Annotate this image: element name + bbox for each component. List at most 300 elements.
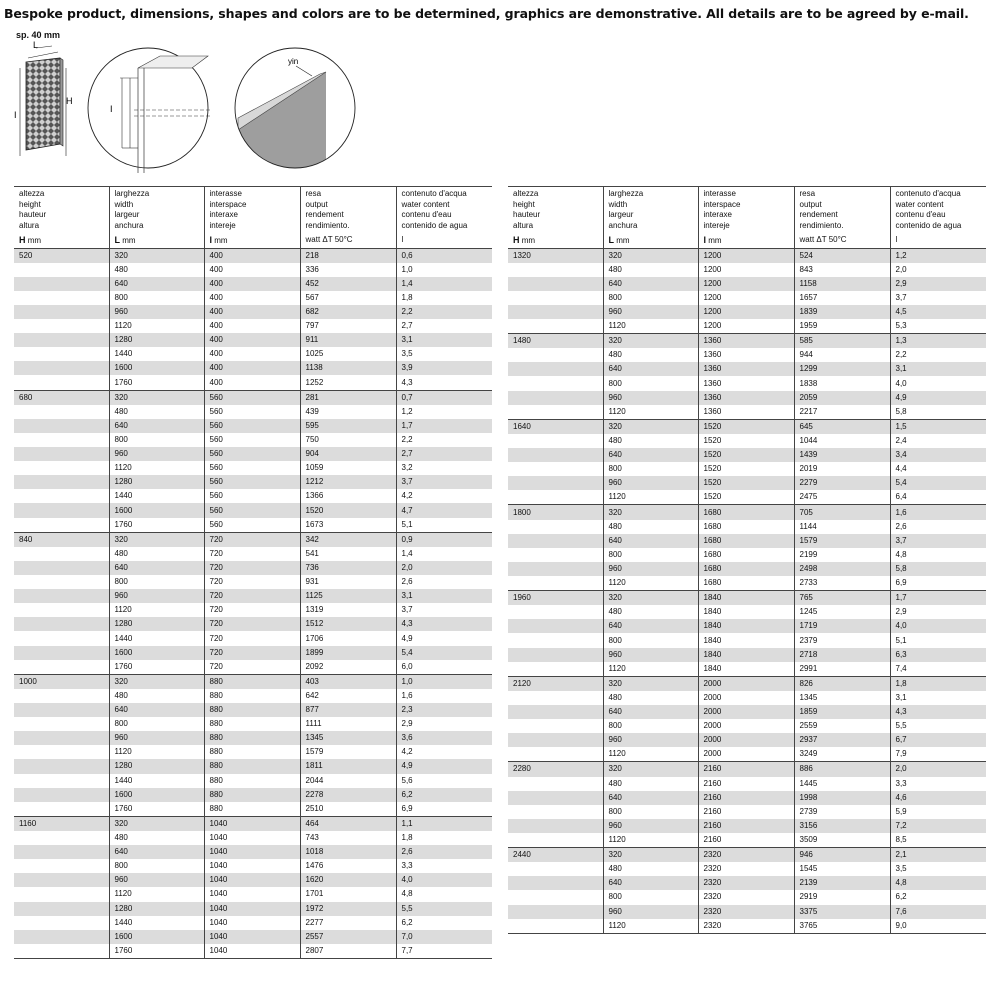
table-row: [14, 291, 492, 305]
width-cell: 480: [109, 831, 204, 845]
water-content-cell: 3,1: [890, 691, 986, 705]
height-cell: [14, 347, 109, 361]
output-cell: 705: [794, 505, 890, 520]
width-cell: 1440: [109, 631, 204, 645]
table-row: [14, 277, 492, 291]
table-row: [508, 334, 986, 349]
output-cell: 1657: [794, 291, 890, 305]
interspace-cell: 1040: [204, 902, 300, 916]
width-cell: 960: [109, 731, 204, 745]
header-unit: [19, 235, 104, 247]
interspace-cell: 720: [204, 646, 300, 660]
width-cell: 1600: [109, 646, 204, 660]
height-cell: [508, 833, 603, 848]
water-content-cell: 0,9: [396, 532, 492, 547]
water-content-cell: 5,8: [890, 405, 986, 420]
output-cell: 642: [300, 689, 396, 703]
height-cell: [508, 490, 603, 505]
interspace-cell: 2160: [698, 833, 794, 848]
interspace-cell: 1040: [204, 859, 300, 873]
dim-h-label: H: [66, 96, 73, 106]
table-row: [508, 391, 986, 405]
water-content-cell: 1,2: [890, 248, 986, 263]
output-cell: 750: [300, 433, 396, 447]
water-content-cell: 1,4: [396, 547, 492, 561]
water-content-cell: 3,6: [396, 731, 492, 745]
water-content-cell: 1,0: [396, 674, 492, 689]
header-label: larghezza: [608, 189, 644, 198]
table-row: [508, 476, 986, 490]
width-cell: 1280: [109, 617, 204, 631]
water-content-cell: 2,7: [396, 447, 492, 461]
width-cell: 800: [603, 462, 698, 476]
output-cell: 931: [300, 575, 396, 589]
water-content-cell: 2,2: [890, 348, 986, 362]
interspace-cell: 400: [204, 347, 300, 361]
unit-letter: H: [19, 235, 26, 245]
header-label: intereje: [703, 220, 730, 230]
width-cell: 800: [603, 633, 698, 647]
output-cell: 1345: [300, 731, 396, 745]
output-cell: 3509: [794, 833, 890, 848]
width-cell: 640: [603, 791, 698, 805]
table-row: [14, 617, 492, 631]
interspace-cell: 880: [204, 759, 300, 773]
water-content-cell: 2,4: [890, 434, 986, 448]
water-content-cell: 8,5: [890, 833, 986, 848]
height-cell: [508, 733, 603, 747]
output-cell: 911: [300, 333, 396, 347]
width-cell: 320: [109, 532, 204, 547]
table-row: [14, 759, 492, 773]
yin-label: yin: [288, 57, 299, 66]
header-label: resa: [305, 189, 322, 198]
width-cell: 640: [603, 876, 698, 890]
water-content-cell: 5,3: [890, 319, 986, 334]
water-content-cell: 2,0: [890, 762, 986, 777]
interspace-cell: 880: [204, 717, 300, 731]
table-row: [508, 747, 986, 762]
width-cell: 960: [603, 819, 698, 833]
header-unit: [210, 235, 295, 247]
interspace-cell: 560: [204, 433, 300, 447]
header-label: height: [513, 199, 535, 209]
interspace-cell: 1520: [698, 434, 794, 448]
output-cell: 1811: [300, 759, 396, 773]
header-label: hauteur: [19, 210, 47, 219]
width-cell: 1760: [109, 660, 204, 675]
output-cell: 2739: [794, 805, 890, 819]
interspace-cell: 1360: [698, 405, 794, 420]
output-cell: 2277: [300, 916, 396, 930]
water-content-cell: 7,7: [396, 944, 492, 959]
output-cell: 218: [300, 248, 396, 263]
width-cell: 640: [109, 561, 204, 575]
table-row: [14, 532, 492, 547]
height-cell: [14, 291, 109, 305]
output-cell: 3765: [794, 919, 890, 934]
table-row: [14, 475, 492, 489]
unit-letter: L: [114, 235, 120, 245]
height-cell: [14, 575, 109, 589]
height-cell: [14, 916, 109, 930]
interspace-cell: 880: [204, 731, 300, 745]
interspace-cell: 2000: [698, 747, 794, 762]
water-content-cell: 2,2: [396, 305, 492, 319]
height-cell: 1000: [14, 674, 109, 689]
width-cell: 1120: [603, 747, 698, 762]
interspace-cell: 1840: [698, 633, 794, 647]
header-label: rendimiento.: [799, 220, 844, 230]
output-cell: 1579: [794, 534, 890, 548]
header-cell: [508, 187, 603, 249]
water-content-cell: 3,7: [396, 475, 492, 489]
width-cell: 1120: [603, 576, 698, 591]
header-cell: [204, 187, 300, 249]
table-row: [508, 419, 986, 434]
interspace-cell: 2160: [698, 819, 794, 833]
water-content-cell: 1,1: [396, 816, 492, 831]
header-label: interaxe: [209, 210, 238, 219]
output-cell: 2278: [300, 788, 396, 802]
water-content-cell: 3,3: [890, 777, 986, 791]
height-cell: 1320: [508, 248, 603, 263]
output-cell: 2199: [794, 548, 890, 562]
output-cell: 2044: [300, 774, 396, 788]
header-label: largeur: [608, 210, 634, 219]
height-cell: [508, 476, 603, 490]
edge-detail-icon: [235, 48, 355, 178]
interspace-cell: 2000: [698, 705, 794, 719]
water-content-cell: 1,6: [890, 505, 986, 520]
width-cell: 480: [603, 862, 698, 876]
table-row: [508, 548, 986, 562]
height-cell: [14, 930, 109, 944]
interspace-cell: 720: [204, 561, 300, 575]
table-row: [508, 505, 986, 520]
table-row: [14, 347, 492, 361]
output-cell: 1125: [300, 589, 396, 603]
table-row: [14, 561, 492, 575]
width-cell: 1600: [109, 503, 204, 517]
water-content-cell: 2,3: [396, 703, 492, 717]
header-cell: [14, 187, 109, 249]
product-drawings: [0, 38, 370, 178]
height-cell: [508, 777, 603, 791]
interspace-cell: 400: [204, 305, 300, 319]
output-cell: 1345: [794, 691, 890, 705]
header-label: anchura: [608, 220, 638, 230]
height-cell: [508, 520, 603, 534]
unit-text: mm: [212, 236, 228, 245]
output-cell: 567: [300, 291, 396, 305]
interspace-cell: 2000: [698, 676, 794, 691]
header-row: [14, 187, 492, 249]
header-label: rendement: [799, 210, 838, 219]
water-content-cell: 7,4: [890, 662, 986, 677]
table-row: [508, 362, 986, 376]
table-row: [14, 845, 492, 859]
unit-letter: I: [703, 235, 707, 245]
water-content-cell: 6,9: [396, 802, 492, 817]
table-row: [14, 916, 492, 930]
header-label: contenido de agua: [895, 220, 962, 230]
water-content-cell: 2,0: [396, 561, 492, 575]
width-cell: 1280: [109, 333, 204, 347]
height-cell: [14, 831, 109, 845]
height-cell: [508, 619, 603, 633]
height-cell: [508, 791, 603, 805]
interspace-cell: 560: [204, 503, 300, 517]
width-cell: 1280: [109, 902, 204, 916]
width-cell: 960: [109, 589, 204, 603]
output-cell: 1158: [794, 277, 890, 291]
water-content-cell: 5,5: [890, 719, 986, 733]
height-cell: [14, 774, 109, 788]
header-label: rendement: [305, 210, 344, 219]
interspace-cell: 560: [204, 447, 300, 461]
table-row: [14, 689, 492, 703]
header-cell: [300, 187, 396, 249]
height-cell: [508, 805, 603, 819]
interspace-cell: 1200: [698, 263, 794, 277]
output-cell: 1212: [300, 475, 396, 489]
interspace-cell: 1680: [698, 534, 794, 548]
header-label: resa: [799, 189, 816, 198]
height-cell: [508, 277, 603, 291]
header-label: interspace: [703, 199, 741, 209]
width-cell: 960: [109, 305, 204, 319]
height-cell: [14, 703, 109, 717]
interspace-cell: 2160: [698, 777, 794, 791]
water-content-cell: 3,7: [890, 291, 986, 305]
output-cell: 946: [794, 848, 890, 863]
unit-text: mm: [25, 236, 42, 245]
interspace-cell: 1680: [698, 548, 794, 562]
height-cell: [14, 631, 109, 645]
height-cell: [508, 576, 603, 591]
width-cell: 800: [109, 433, 204, 447]
height-cell: [508, 605, 603, 619]
interspace-cell: 720: [204, 617, 300, 631]
water-content-cell: 3,7: [396, 603, 492, 617]
height-cell: 2120: [508, 676, 603, 691]
header-unit: [402, 235, 488, 246]
water-content-cell: 5,9: [890, 805, 986, 819]
interspace-cell: 1680: [698, 576, 794, 591]
output-cell: 1439: [794, 448, 890, 462]
interspace-cell: 1520: [698, 419, 794, 434]
width-cell: 960: [603, 391, 698, 405]
width-cell: 1760: [109, 518, 204, 533]
water-content-cell: 2,6: [890, 520, 986, 534]
height-cell: [508, 319, 603, 334]
water-content-cell: 5,4: [396, 646, 492, 660]
table-row: [508, 819, 986, 833]
interspace-cell: 2000: [698, 719, 794, 733]
specs-table-left: [14, 186, 492, 959]
output-cell: 944: [794, 348, 890, 362]
height-cell: [508, 919, 603, 934]
height-cell: [508, 876, 603, 890]
interspace-cell: 2000: [698, 733, 794, 747]
output-cell: 541: [300, 547, 396, 561]
height-cell: [508, 391, 603, 405]
interspace-cell: 400: [204, 375, 300, 390]
header-label: larghezza: [114, 189, 150, 198]
unit-text: mm: [519, 236, 536, 245]
height-cell: [14, 845, 109, 859]
width-cell: 640: [603, 705, 698, 719]
table-row: [508, 648, 986, 662]
water-content-cell: 5,1: [890, 633, 986, 647]
output-cell: 452: [300, 277, 396, 291]
interspace-cell: 560: [204, 390, 300, 405]
width-cell: 640: [603, 277, 698, 291]
table-row: [14, 375, 492, 390]
width-cell: 480: [603, 520, 698, 534]
output-cell: 877: [300, 703, 396, 717]
header-label: contenu d'eau: [401, 210, 452, 219]
table-row: [14, 774, 492, 788]
interspace-cell: 1840: [698, 648, 794, 662]
table-row: [14, 859, 492, 873]
water-content-cell: 2,6: [396, 575, 492, 589]
width-cell: 1440: [109, 347, 204, 361]
water-content-cell: 2,1: [890, 848, 986, 863]
table-row: [508, 348, 986, 362]
width-cell: 1440: [109, 774, 204, 788]
height-cell: [14, 461, 109, 475]
table-row: [14, 831, 492, 845]
water-content-cell: 4,8: [890, 876, 986, 890]
unit-text: l: [401, 235, 404, 244]
water-content-cell: 4,3: [396, 375, 492, 390]
width-cell: 800: [603, 890, 698, 904]
width-cell: 960: [603, 562, 698, 576]
width-cell: 1760: [109, 375, 204, 390]
width-cell: 1120: [109, 461, 204, 475]
water-content-cell: 4,5: [890, 305, 986, 319]
interspace-cell: 720: [204, 547, 300, 561]
water-content-cell: 1,2: [396, 405, 492, 419]
interspace-cell: 2320: [698, 862, 794, 876]
output-cell: 765: [794, 591, 890, 606]
height-cell: 840: [14, 532, 109, 547]
water-content-cell: 2,7: [396, 319, 492, 333]
output-cell: 3249: [794, 747, 890, 762]
table-row: [14, 589, 492, 603]
height-cell: 1160: [14, 816, 109, 831]
table-row: [14, 405, 492, 419]
water-content-cell: 5,1: [396, 518, 492, 533]
interspace-cell: 880: [204, 774, 300, 788]
table-row: [508, 305, 986, 319]
width-cell: 640: [109, 703, 204, 717]
output-cell: 1512: [300, 617, 396, 631]
water-content-cell: 5,5: [396, 902, 492, 916]
table-row: [14, 873, 492, 887]
output-cell: 1838: [794, 376, 890, 390]
height-cell: [14, 319, 109, 333]
output-cell: 1252: [300, 375, 396, 390]
table-row: [508, 662, 986, 677]
table-row: [508, 833, 986, 848]
dim-l-label: L: [33, 40, 39, 50]
header-label: altezza: [513, 189, 539, 198]
header-label: output: [305, 199, 328, 209]
water-content-cell: 4,9: [890, 391, 986, 405]
table-row: [508, 605, 986, 619]
output-cell: 1673: [300, 518, 396, 533]
interspace-cell: 880: [204, 689, 300, 703]
water-content-cell: 3,7: [890, 534, 986, 548]
width-cell: 640: [603, 448, 698, 462]
height-cell: 2440: [508, 848, 603, 863]
height-cell: [508, 291, 603, 305]
interspace-cell: 400: [204, 333, 300, 347]
table-row: [508, 777, 986, 791]
table-row: [14, 489, 492, 503]
table-row: [508, 905, 986, 919]
unit-text: mm: [120, 236, 136, 245]
banner-text: Bespoke product, dimensions, shapes and colors are to be determined, graphics are demonstrative. All details are to be agreed by e-mail.: [4, 6, 969, 21]
height-cell: [508, 434, 603, 448]
header-label: interaxe: [703, 210, 732, 219]
output-cell: 2557: [300, 930, 396, 944]
table-row: [508, 676, 986, 691]
interspace-cell: 1360: [698, 334, 794, 349]
header-label: output: [799, 199, 822, 209]
output-cell: 2718: [794, 648, 890, 662]
water-content-cell: 3,1: [396, 589, 492, 603]
height-cell: [14, 788, 109, 802]
unit-text: mm: [706, 236, 722, 245]
height-cell: 1640: [508, 419, 603, 434]
table-row: [14, 717, 492, 731]
output-cell: 1245: [794, 605, 890, 619]
interspace-cell: 1040: [204, 944, 300, 959]
interspace-cell: 400: [204, 248, 300, 263]
water-content-cell: 4,3: [396, 617, 492, 631]
table-body: [14, 248, 492, 958]
interspace-cell: 1520: [698, 462, 794, 476]
output-cell: 1138: [300, 361, 396, 375]
header-label: altura: [19, 220, 40, 230]
height-cell: [508, 662, 603, 677]
output-cell: 1025: [300, 347, 396, 361]
unit-letter: L: [608, 235, 614, 245]
output-cell: 682: [300, 305, 396, 319]
water-content-cell: 0,6: [396, 248, 492, 263]
water-content-cell: 1,5: [890, 419, 986, 434]
output-cell: 843: [794, 263, 890, 277]
output-cell: 797: [300, 319, 396, 333]
table-row: [508, 490, 986, 505]
water-content-cell: 3,9: [396, 361, 492, 375]
width-cell: 480: [603, 691, 698, 705]
header-cell: [109, 187, 204, 249]
water-content-cell: 6,2: [396, 916, 492, 930]
width-cell: 640: [109, 845, 204, 859]
output-cell: 1545: [794, 862, 890, 876]
water-content-cell: 4,7: [396, 503, 492, 517]
water-content-cell: 2,0: [890, 263, 986, 277]
output-cell: 336: [300, 263, 396, 277]
interspace-cell: 2320: [698, 890, 794, 904]
height-cell: [508, 747, 603, 762]
table-row: [14, 731, 492, 745]
